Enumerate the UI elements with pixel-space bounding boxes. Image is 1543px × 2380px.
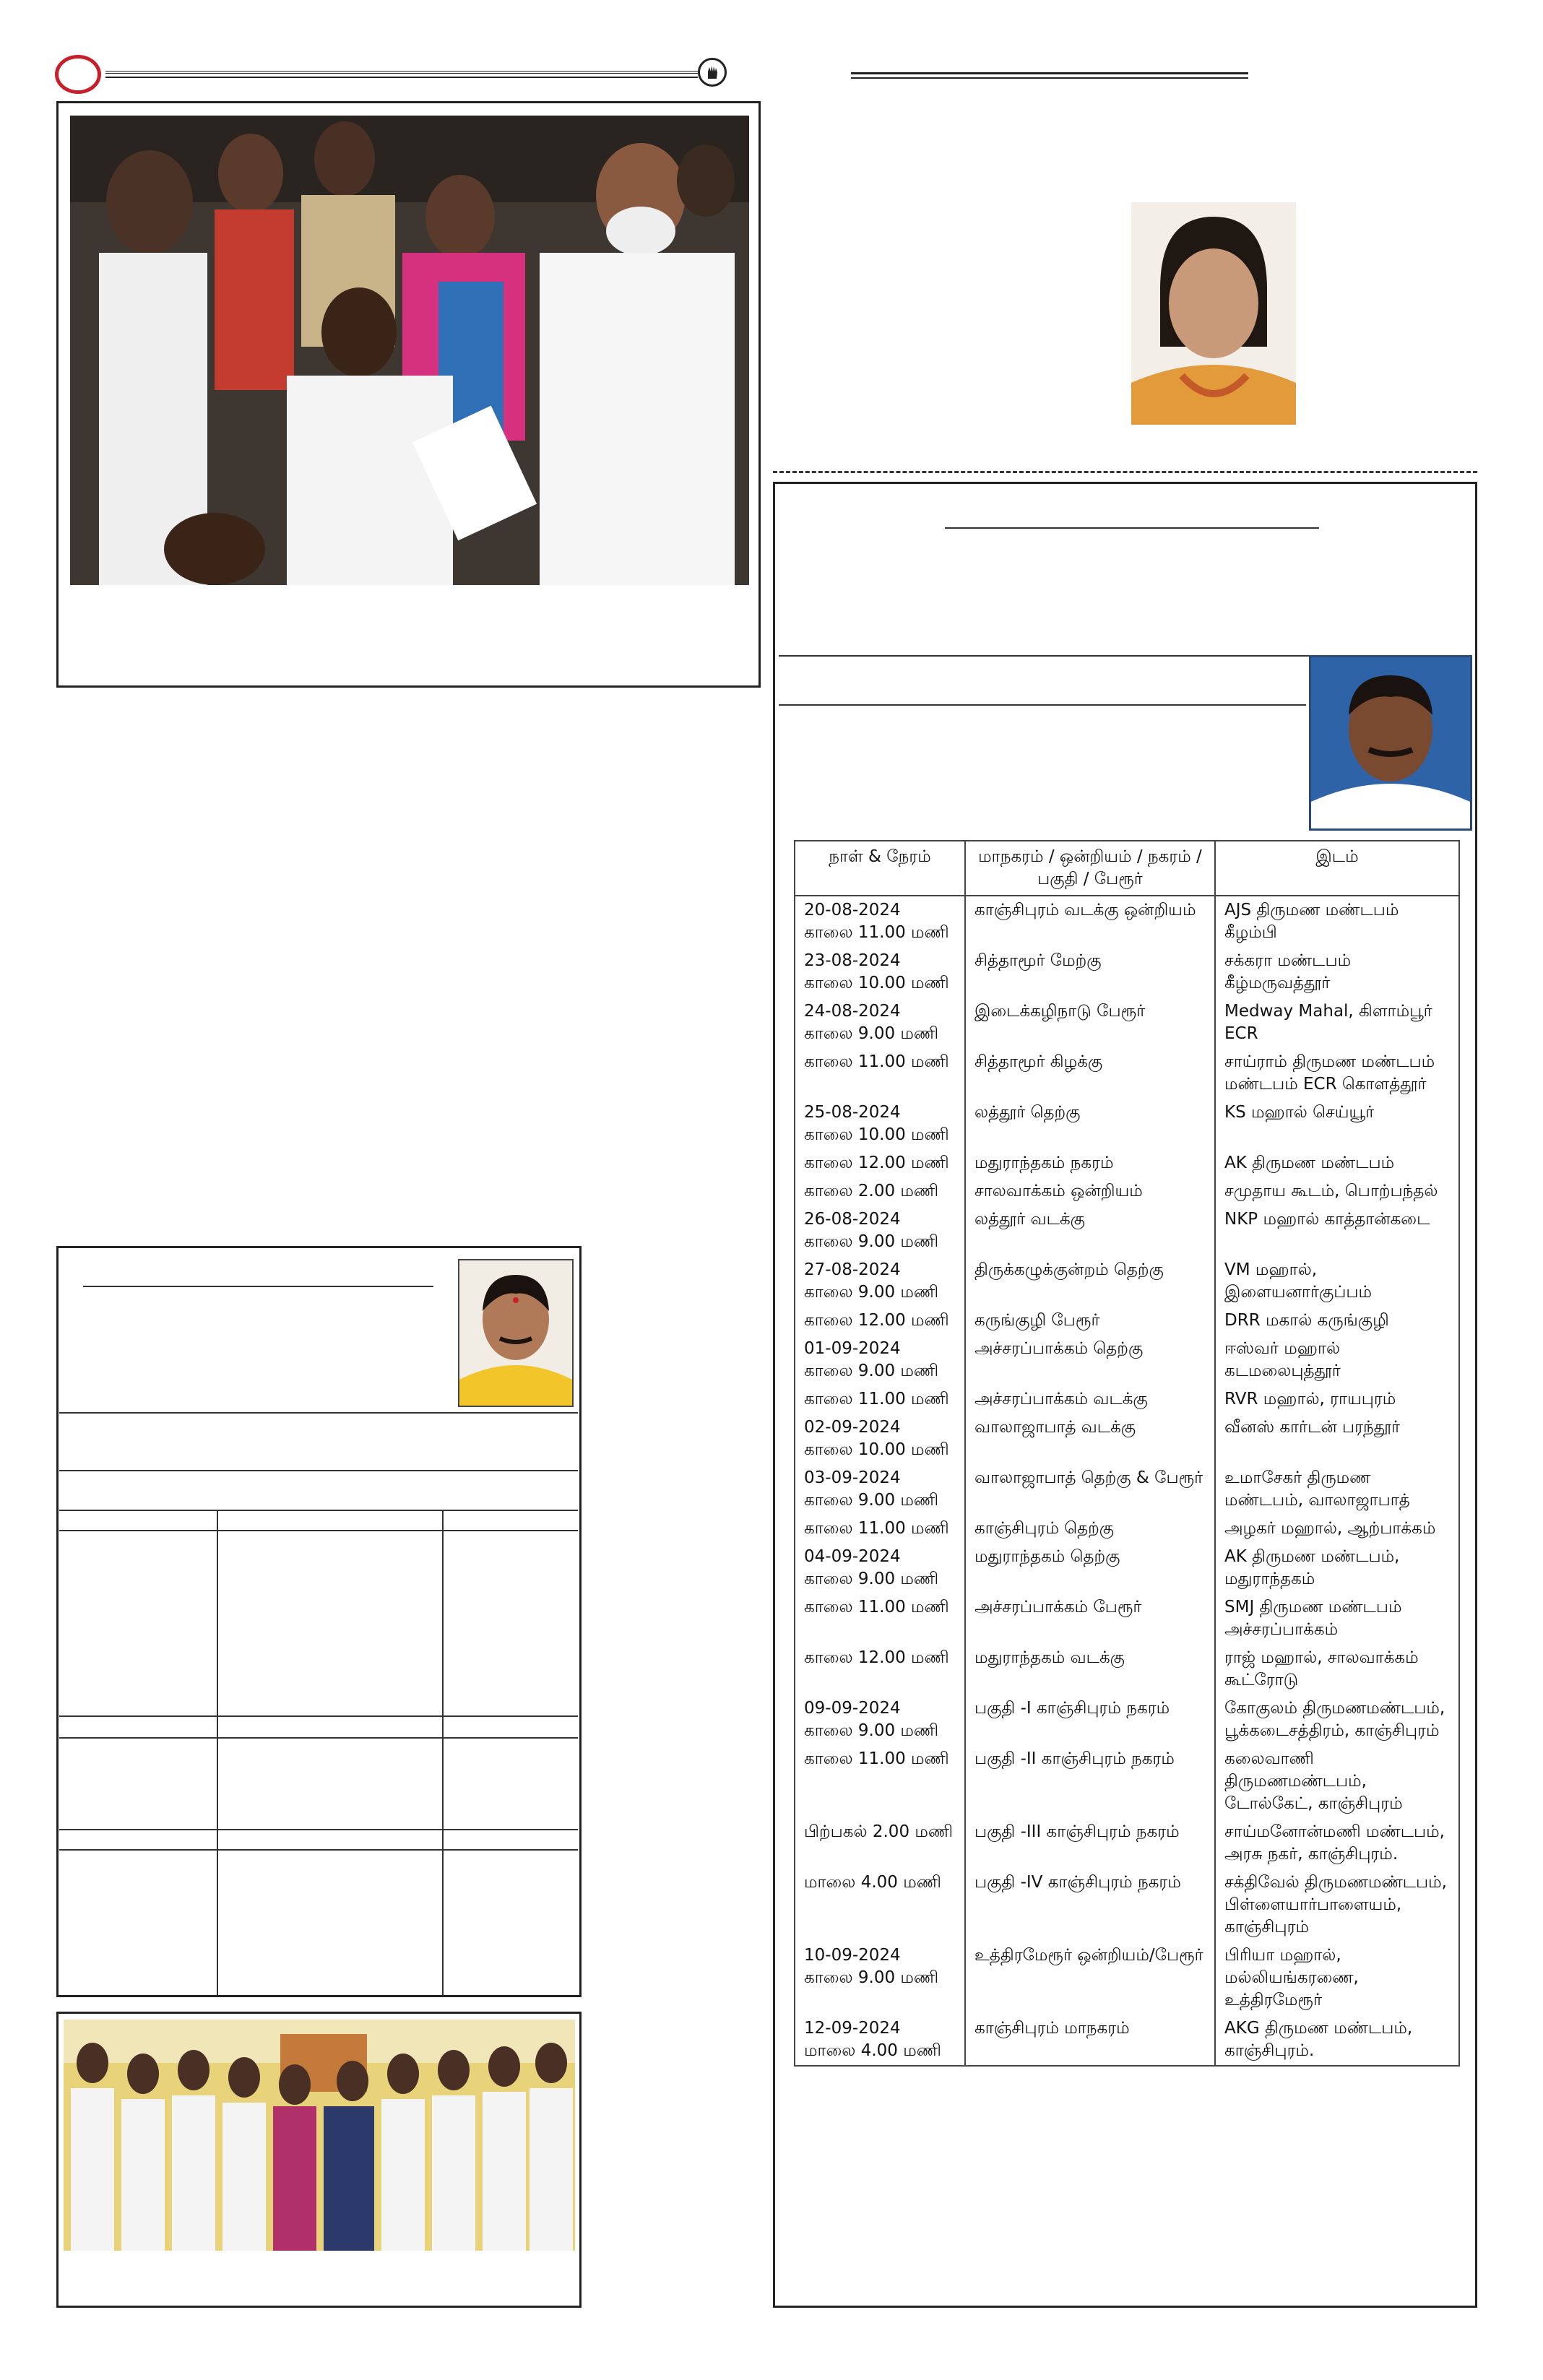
schedule-area: பகுதி -I காஞ்சிபுரம் நகரம் [965, 1695, 1215, 1745]
schedule-cell-date-time [795, 1644, 965, 1695]
schedule-row [795, 1099, 1459, 1149]
schedule-area: சாலவாக்கம் ஒன்றியம் [965, 1177, 1215, 1206]
schedule-cell-date-time [795, 1414, 965, 1464]
left-grid-line-3 [59, 1510, 578, 1511]
schedule-area: பகுதி -IV காஞ்சிபுரம் நகரம் [965, 1869, 1215, 1942]
schedule-row [795, 2015, 1459, 2066]
schedule-area: மதுராந்தகம் தெற்கு [965, 1543, 1215, 1593]
top-right-rule [851, 72, 1248, 74]
schedule-cell-date-time [795, 2015, 965, 2066]
schedule-cell-date-time [795, 1177, 965, 1206]
schedule-header-row [795, 841, 1459, 896]
schedule-row [795, 1942, 1459, 2015]
schedule-time: காலை 9.00 மணி [804, 1570, 939, 1588]
schedule-cell-date-time [795, 1515, 965, 1543]
schedule-venue: AJS திருமண மண்டபம் கீழம்பி [1215, 896, 1459, 947]
schedule-date: 24-08-2024 [804, 1002, 901, 1021]
schedule-row [795, 1644, 1459, 1695]
masthead-circle [55, 55, 101, 94]
schedule-date: 02-09-2024 [804, 1418, 901, 1437]
hand-symbol-icon [698, 58, 727, 87]
schedule-cell-date-time [795, 1942, 965, 2015]
schedule-venue: அழகர் மஹால், ஆற்பாக்கம் [1215, 1515, 1459, 1543]
schedule-cell-date-time [795, 1335, 965, 1385]
schedule-date: 03-09-2024 [804, 1468, 901, 1487]
schedule-row [795, 947, 1459, 998]
schedule-venue: சாய்மனோன்மணி மண்டபம், அரசு நகர், காஞ்சிபுரம். [1215, 1818, 1459, 1869]
schedule-venue: SMJ திருமண மண்டபம் அச்சரப்பாக்கம் [1215, 1593, 1459, 1644]
left-grid-line-1 [59, 1412, 578, 1414]
schedule-time: காலை 9.00 மணி [804, 1024, 939, 1043]
schedule-cell-date-time [795, 1099, 965, 1149]
man-portrait-illustration [1311, 657, 1470, 828]
left-grid-line-8 [59, 1849, 578, 1851]
schedule-row [795, 1048, 1459, 1099]
schedule-time: காலை 12.00 மணி [804, 1648, 949, 1667]
schedule-venue: AK திருமண மண்டபம் [1215, 1149, 1459, 1177]
schedule-row [795, 1177, 1459, 1206]
header-area: மாநகரம் / ஒன்றியம் / நகரம் / பகுதி / பேரூர் [965, 841, 1215, 896]
schedule-cell-date-time [795, 1206, 965, 1256]
schedule-row [795, 1149, 1459, 1177]
woman-portrait-illustration [1131, 202, 1296, 425]
schedule-area: வாலாஜாபாத் வடக்கு [965, 1414, 1215, 1464]
schedule-area: மதுராந்தகம் வடக்கு [965, 1644, 1215, 1695]
left-grid-line-6 [59, 1737, 578, 1739]
schedule-time: மாலை 4.00 மணி [804, 1873, 941, 1892]
schedule-area: காஞ்சிபுரம் மாநகரம் [965, 2015, 1215, 2066]
schedule-row [795, 1307, 1459, 1335]
schedule-date: 25-08-2024 [804, 1103, 901, 1122]
schedule-venue: வீனஸ் கார்டன் பரந்தூர் [1215, 1414, 1459, 1464]
schedule-time: காலை 9.00 மணி [804, 1362, 939, 1380]
left-heading-rule [83, 1286, 433, 1287]
man-portrait [1309, 655, 1472, 831]
schedule-venue: சக்திவேல் திருமணமண்டபம், பிள்ளையார்பாளையம், காஞ்சிபுரம் [1215, 1869, 1459, 1942]
schedule-time: காலை 10.00 மணி [804, 974, 949, 992]
schedule-cell-date-time [795, 1048, 965, 1099]
schedule-area: காஞ்சிபுரம் தெற்கு [965, 1515, 1215, 1543]
left-grid-col-1 [217, 1510, 218, 1995]
group-photo [64, 2020, 575, 2251]
man-yellow-shirt-illustration [459, 1260, 572, 1406]
schedule-heading-rule [945, 527, 1319, 529]
schedule-cell-date-time [795, 998, 965, 1048]
schedule-area: அச்சரப்பாக்கம் பேரூர் [965, 1593, 1215, 1644]
left-grid-line-2 [59, 1470, 578, 1471]
schedule-area: லத்தூர் தெற்கு [965, 1099, 1215, 1149]
schedule-venue: பிரியா மஹால், மல்லியங்கரணை, உத்திரமேரூர் [1215, 1942, 1459, 2015]
schedule-time: காலை 11.00 மணி [804, 1598, 949, 1617]
schedule-area: பகுதி -III காஞ்சிபுரம் நகரம் [965, 1818, 1215, 1869]
schedule-area: உத்திரமேரூர் ஒன்றியம்/பேரூர் [965, 1942, 1215, 2015]
schedule-area: காஞ்சிபுரம் வடக்கு ஒன்றியம் [965, 896, 1215, 947]
schedule-time: பிற்பகல் 2.00 மணி [804, 1822, 954, 1841]
schedule-time: காலை 12.00 மணி [804, 1311, 949, 1330]
schedule-cell-date-time [795, 1385, 965, 1414]
schedule-row [795, 1543, 1459, 1593]
schedule-venue: Medway Mahal, கிளாம்பூர் ECR [1215, 998, 1459, 1048]
schedule-venue: VM மஹால், இளையனார்குப்பம் [1215, 1256, 1459, 1307]
schedule-cell-date-time [795, 1869, 965, 1942]
masthead-rule-thin [105, 77, 698, 78]
schedule-row [795, 998, 1459, 1048]
schedule-cell-date-time [795, 1464, 965, 1515]
schedule-venue: உமாசேகர் திருமண மண்டபம், வாலாஜாபாத் [1215, 1464, 1459, 1515]
schedule-venue: சக்கரா மண்டபம் கீழ்மருவத்தூர் [1215, 947, 1459, 998]
schedule-row [795, 1869, 1459, 1942]
schedule-time: காலை 2.00 மணி [804, 1182, 939, 1200]
schedule-venue: கோகுலம் திருமணமண்டபம், பூக்கடைசத்திரம், காஞ்சிபுரம் [1215, 1695, 1459, 1745]
schedule-date: 26-08-2024 [804, 1210, 901, 1229]
schedule-area: சித்தாமூர் கிழக்கு [965, 1048, 1215, 1099]
schedule-venue: NKP மஹால் காத்தான்கடை [1215, 1206, 1459, 1256]
schedule-row [795, 1515, 1459, 1543]
schedule-time: காலை 9.00 மணி [804, 1491, 939, 1510]
schedule-time: மாலை 4.00 மணி [804, 2041, 941, 2060]
schedule-time: காலை 9.00 மணி [804, 1232, 939, 1251]
header-date-time: நாள் & நேரம் [795, 841, 965, 896]
schedule-cell-date-time [795, 1256, 965, 1307]
schedule-cell-date-time [795, 1695, 965, 1745]
schedule-row [795, 1335, 1459, 1385]
left-grid-line-7 [59, 1829, 578, 1830]
schedule-area: இடைக்கழிநாடு பேரூர் [965, 998, 1215, 1048]
schedule-venue: RVR மஹால், ராயபுரம் [1215, 1385, 1459, 1414]
top-right-rule-2 [851, 77, 1248, 79]
schedule-date: 23-08-2024 [804, 951, 901, 970]
schedule-area: சித்தாமூர் மேற்கு [965, 947, 1215, 998]
schedule-row [795, 1256, 1459, 1307]
crowd-photo-illustration [70, 116, 749, 585]
schedule-row [795, 1593, 1459, 1644]
schedule-venue: சாய்ராம் திருமண மண்டபம் மண்டபம் ECR கொளத்தூர் [1215, 1048, 1459, 1099]
schedule-time: காலை 11.00 மணி [804, 923, 949, 942]
header-venue: இடம் [1215, 841, 1459, 896]
schedule-time: காலை 10.00 மணி [804, 1440, 949, 1459]
schedule-cell-date-time [795, 1818, 965, 1869]
schedule-row [795, 1695, 1459, 1745]
schedule-cell-date-time [795, 947, 965, 998]
schedule-venue: AK திருமண மண்டபம், மதுராந்தகம் [1215, 1543, 1459, 1593]
schedule-cell-date-time [795, 896, 965, 947]
schedule-cell-date-time [795, 1543, 965, 1593]
schedule-time: காலை 11.00 மணி [804, 1749, 949, 1768]
schedule-row [795, 1818, 1459, 1869]
schedule-date: 09-09-2024 [804, 1699, 901, 1718]
schedule-area: லத்தூர் வடக்கு [965, 1206, 1215, 1256]
masthead-rule [105, 71, 698, 74]
schedule-time: காலை 9.00 மணி [804, 1721, 939, 1740]
schedule-cell-date-time [795, 1307, 965, 1335]
schedule-area: அச்சரப்பாக்கம் தெற்கு [965, 1335, 1215, 1385]
schedule-area: வாலாஜாபாத் தெற்கு & பேரூர் [965, 1464, 1215, 1515]
schedule-venue: ஈஸ்வர் மஹால் கடமலைபுத்தூர் [1215, 1335, 1459, 1385]
schedule-row [795, 1745, 1459, 1818]
schedule-row [795, 1206, 1459, 1256]
schedule-date: 12-09-2024 [804, 2019, 901, 2038]
schedule-venue: AKG திருமண மண்டபம், காஞ்சிபுரம். [1215, 2015, 1459, 2066]
schedule-area: கருங்குழி பேரூர் [965, 1307, 1215, 1335]
schedule-cell-date-time [795, 1149, 965, 1177]
schedule-time: காலை 10.00 மணி [804, 1125, 949, 1144]
schedule-date: 27-08-2024 [804, 1260, 901, 1279]
schedule-date: 01-09-2024 [804, 1339, 901, 1358]
schedule-time: காலை 9.00 மணி [804, 1968, 939, 1987]
schedule-row [795, 1385, 1459, 1414]
schedule-cell-date-time [795, 1745, 965, 1818]
schedule-time: காலை 11.00 மணி [804, 1052, 949, 1071]
woman-portrait [1131, 202, 1296, 425]
schedule-venue: ராஜ் மஹால், சாலவாக்கம் கூட்ரோடு [1215, 1644, 1459, 1695]
schedule-time: காலை 11.00 மணி [804, 1519, 949, 1538]
schedule-venue: DRR மகால் கருங்குழி [1215, 1307, 1459, 1335]
crowd-photo [70, 116, 749, 585]
left-grid-line-5 [59, 1715, 578, 1717]
schedule-cell-date-time [795, 1593, 965, 1644]
schedule-divider-2 [779, 704, 1306, 706]
schedule-time: காலை 11.00 மணி [804, 1390, 949, 1408]
schedule-time: காலை 12.00 மணி [804, 1154, 949, 1172]
schedule-venue: கலைவாணி திருமணமண்டபம், டோல்கேட், காஞ்சிபுரம் [1215, 1745, 1459, 1818]
left-grid-line-4 [59, 1530, 578, 1531]
schedule-date: 04-09-2024 [804, 1547, 901, 1566]
schedule-row [795, 896, 1459, 947]
schedule-area: பகுதி -II காஞ்சிபுரம் நகரம் [965, 1745, 1215, 1818]
left-grid-col-2 [442, 1510, 444, 1995]
schedule-area: திருக்கழுக்குன்றம் தெற்கு [965, 1256, 1215, 1307]
schedule-date: 10-09-2024 [804, 1946, 901, 1965]
schedule-body [795, 896, 1459, 2066]
group-photo-illustration [64, 2020, 575, 2251]
schedule-venue: சமுதாய கூடம், பொற்பந்தல் [1215, 1177, 1459, 1206]
man-yellow-shirt-portrait [458, 1259, 574, 1407]
schedule-row [795, 1414, 1459, 1464]
schedule-table [794, 840, 1460, 2067]
schedule-venue: KS மஹால் செய்யூர் [1215, 1099, 1459, 1149]
schedule-date: 20-08-2024 [804, 901, 901, 919]
schedule-time: காலை 9.00 மணி [804, 1283, 939, 1302]
schedule-area: மதுராந்தகம் நகரம் [965, 1149, 1215, 1177]
section-separator [773, 471, 1477, 473]
schedule-area: அச்சரப்பாக்கம் வடக்கு [965, 1385, 1215, 1414]
schedule-row [795, 1464, 1459, 1515]
